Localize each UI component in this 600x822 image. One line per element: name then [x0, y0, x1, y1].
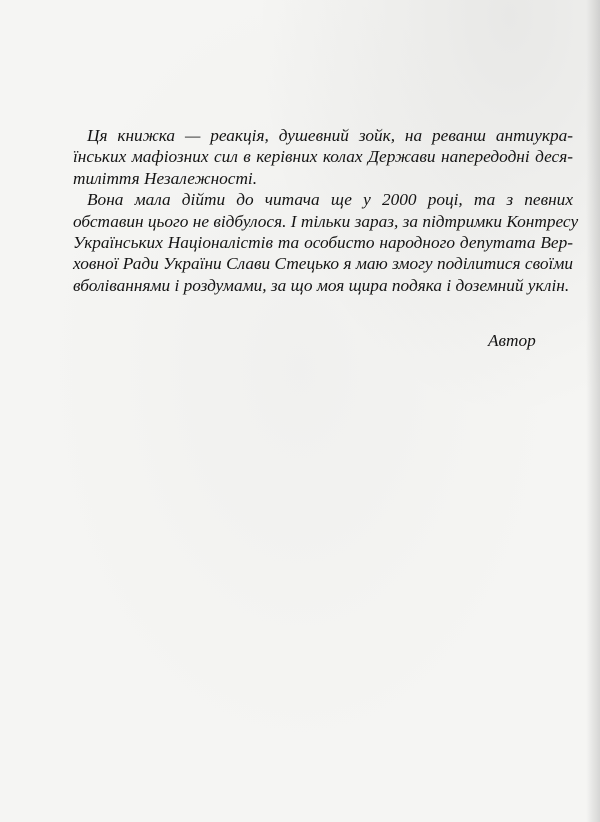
paragraph-1 [73, 125, 573, 189]
text-line: ховної Ради України Слави Стецько я маю змогу поділитися своїми [73, 254, 573, 274]
text-line: Українських Націоналістів та особисто народного депутата Вер- [73, 233, 573, 253]
author-signature: Автор [488, 331, 536, 350]
page-edge-shadow [586, 0, 600, 822]
text-line: Ця книжка — реакція, душевний зойк, на реванш антиукра- [87, 126, 573, 145]
text-line: вболіваннями і роздумами, за що моя щира подяка і доземний уклін. [73, 275, 570, 295]
text-line: їнських мафіозних сил в керівних колах Держави напередодні деся- [73, 147, 573, 167]
text-line: обставин цього не відбулося. І тільки зараз, за підтримки Контресу [73, 211, 579, 231]
body-text [73, 125, 579, 296]
text-line: тиліття Незалежності. [73, 168, 258, 188]
paragraph-2 [73, 189, 579, 296]
text-line: Вона мала дійти до читача ще у 2000 році, та з певних [87, 190, 573, 210]
